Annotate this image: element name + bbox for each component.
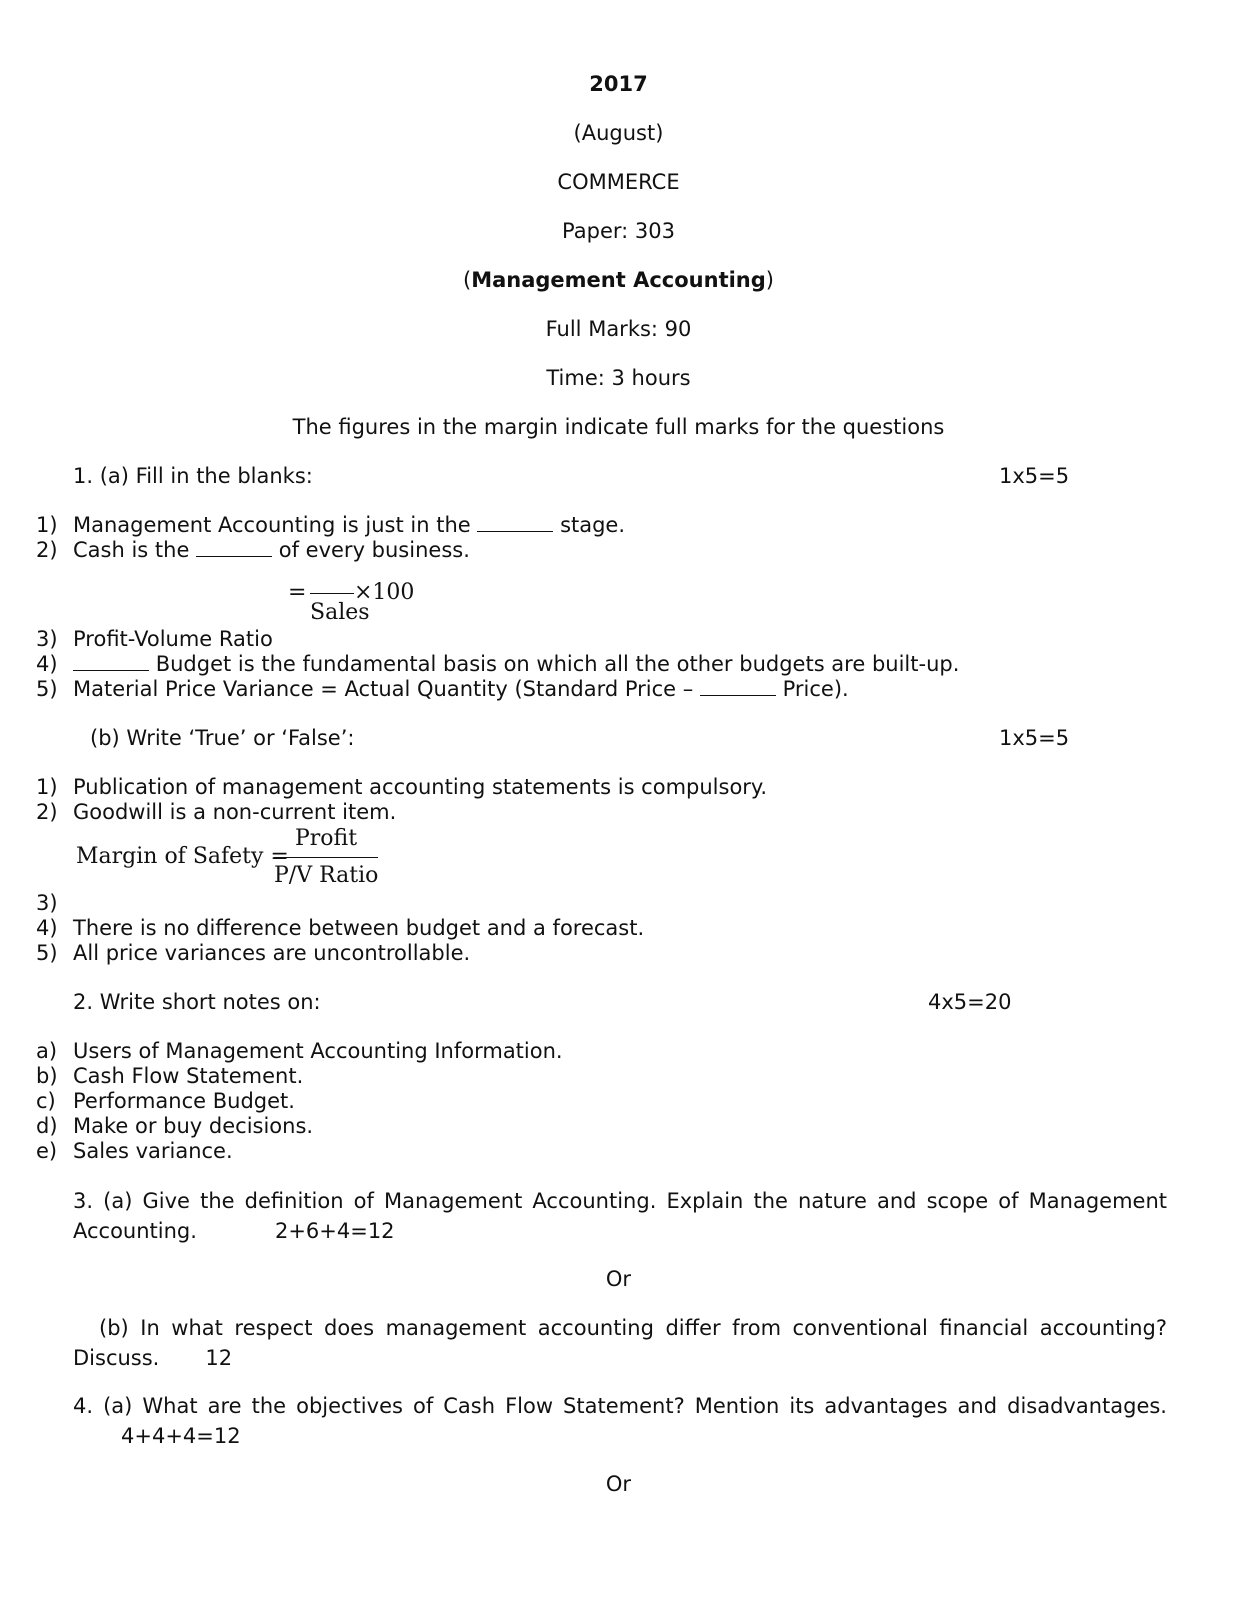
- q3a-marks: 2+6+4=12: [274, 1219, 395, 1243]
- q4-or: Or: [605, 1472, 632, 1496]
- instruction: The figures in the margin indicate full marks for the questions: [292, 415, 945, 439]
- q4a-marks: 4+4+4=12: [121, 1424, 241, 1448]
- q2-heading: 2. Write short notes on:: [73, 990, 321, 1014]
- exam-session: (August): [573, 121, 664, 145]
- q1b-marks: 1x5=5: [999, 726, 1070, 750]
- q3a-text: 3. (a) Give the definition of Management Accounting. Explain the nature and scope of Management Accounting. 2+6+4=12: [73, 1189, 1167, 1243]
- q3b-text: (b) In what respect does management accounting differ from conventional financial accounting? Discuss. 12: [73, 1316, 1167, 1370]
- q1b-heading: (b) Write ‘True’ or ‘False’:: [90, 726, 355, 750]
- q3b-marks: 12: [205, 1346, 233, 1370]
- q3-or: Or: [605, 1267, 632, 1291]
- exam-subject: COMMERCE: [557, 170, 680, 194]
- q1a-heading: 1. (a) Fill in the blanks:: [73, 464, 313, 488]
- exam-year: 2017: [589, 72, 648, 96]
- q4a-text: 4. (a) What are the objectives of Cash Flow Statement? Mention its advantages and disadvantages.4+4+4=12: [73, 1394, 1167, 1448]
- full-marks: Full Marks: 90: [545, 317, 692, 341]
- paper-title: (Management Accounting): [463, 268, 774, 292]
- paper-number: Paper: 303: [562, 219, 675, 243]
- q2-marks: 4x5=20: [928, 990, 1012, 1014]
- q1a-marks: 1x5=5: [999, 464, 1070, 488]
- exam-time: Time: 3 hours: [546, 366, 691, 390]
